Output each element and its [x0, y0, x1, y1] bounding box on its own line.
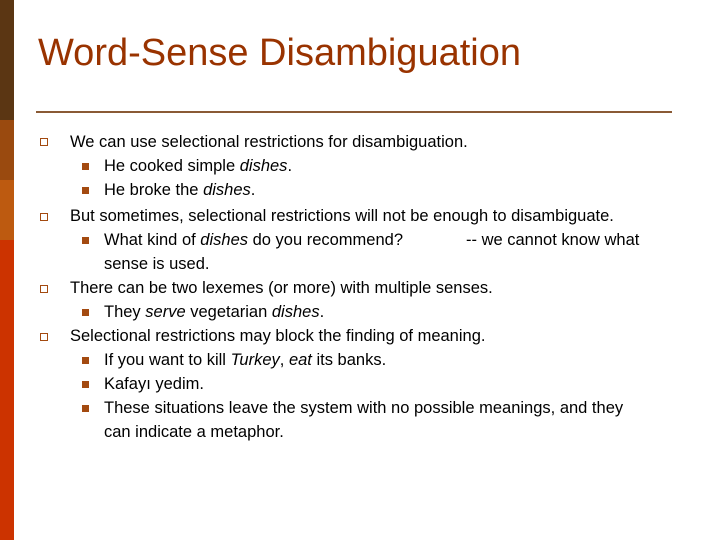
sub-bullet-icon — [82, 163, 89, 170]
accent-bar-segment — [0, 120, 14, 180]
sub-bullet-icon — [82, 405, 89, 412]
sub-bullet-text: He cooked simple dishes. — [104, 157, 293, 175]
sub-bullet-text: Kafayı yedim. — [104, 375, 204, 393]
sub-bullet-continuation: can indicate a metaphor. — [104, 423, 284, 441]
accent-bar-segment — [0, 0, 14, 120]
slide-title: Word-Sense Disambiguation — [38, 32, 521, 74]
accent-bar-segment — [0, 240, 14, 540]
title-divider — [36, 111, 672, 113]
sub-bullet-text: They serve vegetarian dishes. — [104, 303, 325, 321]
sub-bullet-text: If you want to kill Turkey, eat its banks. — [104, 351, 387, 369]
bullet-text: But sometimes, selectional restrictions will not be enough to disambiguate. — [70, 207, 614, 225]
bullet-square-icon — [40, 333, 48, 341]
sub-bullet-icon — [82, 381, 89, 388]
accent-bar-segment — [0, 180, 14, 240]
bullet-square-icon — [40, 213, 48, 221]
left-accent-bar — [0, 0, 14, 540]
bullet-square-icon — [40, 138, 48, 146]
bullet-text: Selectional restrictions may block the finding of meaning. — [70, 327, 486, 345]
sub-bullet-icon — [82, 309, 89, 316]
sub-bullet-note: -- we cannot know what — [466, 231, 640, 249]
sub-bullet-icon — [82, 357, 89, 364]
sub-bullet-continuation: sense is used. — [104, 255, 210, 273]
sub-bullet-icon — [82, 237, 89, 244]
sub-bullet-text: What kind of dishes do you recommend? — [104, 231, 404, 249]
bullet-text: We can use selectional restrictions for disambiguation. — [70, 133, 468, 151]
bullet-text: There can be two lexemes (or more) with multiple senses. — [70, 279, 493, 297]
sub-bullet-icon — [82, 187, 89, 194]
bullet-square-icon — [40, 285, 48, 293]
sub-bullet-text: These situations leave the system with no possible meanings, and they — [104, 399, 624, 417]
sub-bullet-text: He broke the dishes. — [104, 181, 256, 199]
